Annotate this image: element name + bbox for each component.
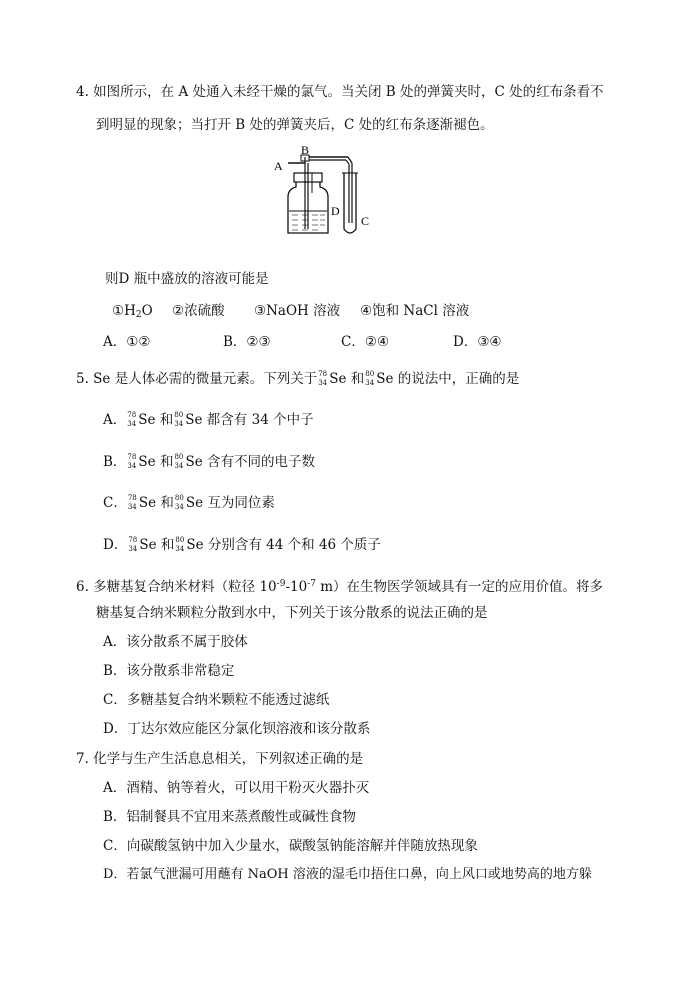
mass-number: 80: [365, 370, 375, 378]
option-letter: D．: [103, 537, 128, 553]
q5-option-c: [103, 494, 275, 512]
label-c: C: [361, 214, 370, 228]
isotope-se80: [174, 494, 186, 512]
isotope-se80: [174, 536, 186, 554]
stem-text: Se 的说法中，正确的是: [376, 371, 520, 387]
label-d: D: [331, 204, 340, 218]
choice-mark: ③: [254, 303, 267, 319]
option-text: Se 和: [138, 454, 174, 470]
isotope-se78: [317, 370, 329, 388]
option-letter: A．: [103, 334, 127, 350]
option-letter: D．: [453, 334, 478, 350]
q6-stem-line2: 糖基复合纳米颗粒分散到水中，下列关于该分散系的说法正确的是: [96, 605, 488, 621]
isotope-se78: [126, 411, 138, 429]
mass-number: 78: [127, 453, 137, 461]
atomic-number: 34: [174, 462, 184, 470]
mass-number: 80: [175, 536, 185, 544]
option-text: ②③: [246, 334, 271, 350]
q4-prompt: 则D 瓶中盛放的溶液可能是: [105, 271, 269, 287]
option-text: Se 都含有 34 个中子: [185, 412, 314, 428]
option-letter: C．: [341, 334, 365, 350]
q6-option-b: [103, 662, 234, 680]
choice-4: [360, 302, 469, 320]
mass-number: 78: [127, 494, 137, 502]
option-text: 若氯气泄漏可用蘸有 NaOH 溶液的湿毛巾捂住口鼻，向上风口或地势高的地方躲: [126, 867, 592, 882]
option-letter: B．: [103, 663, 127, 679]
option-text: Se 和: [138, 495, 174, 511]
option-text: 向碳酸氢钠中加入少量水，碳酸氢钠能溶解并伴随放热现象: [126, 838, 478, 854]
option-d: [453, 333, 502, 351]
q7-option-b: [103, 808, 356, 826]
option-text: 该分散系非常稳定: [126, 663, 235, 679]
atomic-number: 34: [175, 545, 185, 553]
option-letter: C．: [103, 838, 127, 854]
label-a: A: [274, 159, 283, 173]
atomic-number: 34: [174, 503, 184, 511]
option-c: [341, 333, 453, 351]
choice-text: NaOH 溶液: [266, 303, 341, 319]
choice-text: 饱和 NaCl 溶液: [372, 303, 470, 319]
option-letter: C．: [103, 692, 127, 708]
option-text: Se 和: [138, 412, 174, 428]
q7-option-c: [103, 837, 478, 855]
q4-stem-line1: 4. 如图所示，在 A 处通入未经干燥的氯气。当关闭 B 处的弹簧夹时，C 处的红布条看不: [76, 84, 604, 100]
option-letter: A．: [103, 780, 127, 796]
choice-2: [172, 302, 254, 320]
option-letter: B．: [223, 334, 247, 350]
stem-text: Se 和: [329, 371, 365, 387]
q7-option-d: [103, 866, 592, 884]
q4-options: [103, 333, 502, 351]
mass-number: 78: [318, 370, 328, 378]
q5-option-a: [103, 411, 314, 429]
exponent: -7: [307, 579, 316, 589]
option-text: 铝制餐具不宜用来蒸煮酸性或碱性食物: [126, 809, 356, 825]
option-letter: D．: [103, 721, 128, 737]
q5-option-d: [103, 536, 381, 554]
q6-option-d: [103, 720, 370, 738]
option-text: ①②: [126, 334, 151, 350]
isotope-se80: [173, 411, 185, 429]
option-letter: C．: [103, 495, 127, 511]
option-text: ②④: [364, 334, 390, 350]
choice-text: H: [124, 303, 136, 319]
isotope-se78: [126, 453, 138, 471]
q7-option-a: [103, 779, 369, 797]
q5-stem: [76, 370, 519, 388]
stem-text: 5. Se 是人体必需的微量元素。下列关于: [76, 371, 318, 387]
option-text: 该分散系不属于胶体: [126, 634, 248, 650]
atomic-number: 34: [128, 545, 138, 553]
q4-stem-line2: 到明显的现象；当打开 B 处的弹簧夹后，C 处的红布条逐渐褪色。: [96, 117, 494, 133]
option-text: 酒精、钠等着火，可以用干粉灭火器扑灭: [126, 780, 370, 796]
choice-text: 浓硫酸: [184, 303, 225, 319]
choice-mark: ④: [360, 303, 373, 319]
atomic-number: 34: [365, 379, 375, 387]
atomic-number: 34: [174, 420, 184, 428]
q6-stem-line1: [76, 575, 603, 596]
option-text: Se 互为同位素: [185, 495, 275, 511]
option-text: 丁达尔效应能区分氯化钡溶液和该分散系: [127, 721, 371, 737]
option-text: Se 分别含有 44 个和 46 个质子: [186, 537, 381, 553]
option-b: [223, 333, 341, 351]
choice-3: [254, 302, 360, 320]
mass-number: 78: [127, 411, 137, 419]
atomic-number: 34: [127, 420, 137, 428]
option-a: [103, 333, 223, 351]
mass-number: 78: [128, 536, 138, 544]
option-letter: B．: [103, 809, 127, 825]
option-text: 多糖基复合纳米颗粒不能透过滤纸: [126, 692, 330, 708]
q6-option-c: [103, 691, 329, 709]
isotope-se80: [173, 453, 185, 471]
option-text: Se 和: [139, 537, 175, 553]
mass-number: 80: [174, 411, 184, 419]
isotope-se80: [364, 370, 376, 388]
atomic-number: 34: [127, 503, 137, 511]
choice-mark: ②: [172, 303, 185, 319]
stem-text: 6. 多糖基复合纳米材料（粒径 10: [76, 579, 277, 595]
option-letter: D．: [103, 867, 127, 882]
label-b: B: [301, 145, 310, 157]
choice-1: [112, 302, 172, 324]
subscript: 2: [135, 310, 142, 320]
atomic-number: 34: [127, 462, 137, 470]
option-text: ③④: [477, 334, 502, 350]
stem-text: -10: [285, 579, 308, 595]
q4-choices: [112, 302, 469, 324]
q6-option-a: [103, 633, 248, 651]
option-letter: B．: [103, 454, 127, 470]
atomic-number: 34: [318, 379, 328, 387]
isotope-se78: [127, 494, 139, 512]
mass-number: 80: [174, 494, 184, 502]
option-letter: A．: [103, 634, 127, 650]
q7-stem: 7. 化学与生产生活息息相关，下列叙述正确的是: [76, 751, 364, 767]
choice-text: O: [141, 303, 153, 319]
q5-option-b: [103, 453, 315, 471]
choice-mark: ①: [112, 303, 125, 319]
exponent: -9: [276, 579, 286, 589]
isotope-se78: [127, 536, 139, 554]
option-letter: A．: [103, 412, 127, 428]
apparatus-diagram: [268, 145, 388, 245]
mass-number: 80: [174, 453, 184, 461]
option-text: Se 含有不同的电子数: [185, 454, 315, 470]
stem-text: m）在生物医学领域具有一定的应用价值。将多: [315, 579, 604, 595]
